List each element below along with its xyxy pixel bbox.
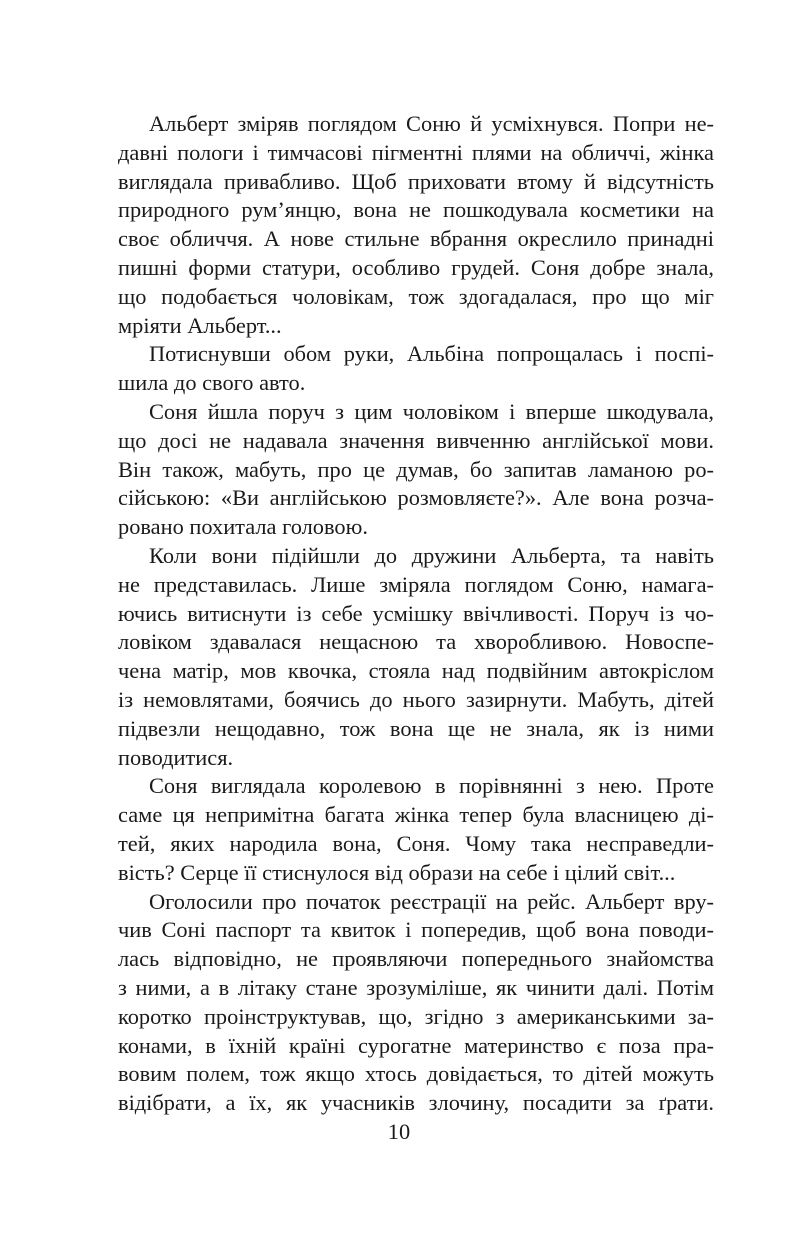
paragraph-4: [118, 542, 714, 772]
text-line: вість? Серце її стиснулося від образи на себе і цілий світ...: [118, 859, 676, 885]
text-line: коротко проінструктував, що, згідно з американськими за-: [118, 1003, 714, 1029]
text-line: з ними, а в літаку стане зрозуміліше, як чинити далі. Потім: [118, 974, 714, 1000]
text-line: ловіком здавалася нещасною та хворобливою. Новоспе-: [118, 629, 714, 655]
text-line: ровано похитала головою.: [118, 514, 368, 540]
text-line: давні пологи і тимчасові пігментні плями на обличчі, жінка: [118, 139, 714, 165]
page-number: 10: [387, 1119, 411, 1144]
text-line: поводитися.: [118, 744, 234, 770]
text-line: чена матір, мов квочка, стояла над подвійним автокріслом: [118, 658, 714, 684]
text-line: природного рум’янцю, вона не пошкодувала косметики на: [118, 197, 714, 223]
text-line: тей, яких народила вона, Соня. Чому така несправедли-: [118, 830, 714, 856]
text-line: що подобається чоловікам, тож здогадалася, про що міг: [118, 283, 714, 309]
text-line: вовим полем, тож якщо хтось довідається, то дітей можуть: [118, 1061, 714, 1087]
text-line: Він також, мабуть, про це думав, бо запитав ламаною ро-: [118, 456, 714, 482]
paragraph-1: [118, 110, 714, 340]
text-line: Соня виглядала королевою в порівнянні з нею. Проте: [149, 773, 714, 799]
text-line: виглядала привабливо. Щоб приховати втому й відсутність: [118, 168, 714, 194]
text-line: відібрати, а їх, як учасників злочину, посадити за ґрати.: [118, 1090, 714, 1116]
text-line: саме ця непримітна багата жінка тепер була власницею ді-: [118, 802, 714, 828]
text-line: мріяти Альберт...: [118, 312, 282, 338]
text-line: лась відповідно, не проявляючи попереднього знайомства: [118, 946, 714, 972]
text-line: підвезли нещодавно, тож вона ще не знала, як із ними: [118, 715, 714, 741]
body-text: [118, 110, 714, 1118]
text-line: сійською: «Ви англійською розмовляєте?». Але вона розча-: [118, 485, 714, 511]
paragraph-6: [118, 888, 714, 1118]
text-line: із немовлятами, боячись до нього зазирнути. Мабуть, дітей: [118, 686, 714, 712]
text-line: своє обличчя. А нове стильне вбрання окреслило принадні: [118, 226, 714, 252]
text-line: конами, в їхній країні сурогатне материнство є поза пра-: [118, 1032, 714, 1058]
text-line: пишні форми статури, особливо грудей. Соня добре знала,: [118, 254, 714, 280]
text-line: Соня йшла поруч з цим чоловіком і вперше шкодувала,: [149, 398, 714, 424]
text-line: що досі не надавала значення вивченню англійської мови.: [118, 427, 714, 453]
text-line: чив Соні паспорт та квиток і попередив, щоб вона поводи-: [118, 917, 714, 943]
text-line: Потиснувши обом руки, Альбіна попрощалась і поспі-: [149, 341, 714, 367]
paragraph-2: [118, 340, 714, 398]
text-line: Оголосили про початок реєстрації на рейс. Альберт вру-: [149, 888, 714, 914]
paragraph-3: [118, 398, 714, 542]
text-line: шила до свого авто.: [118, 370, 306, 396]
text-line: не представилась. Лише зміряла поглядом Соню, намага-: [118, 571, 714, 597]
text-line: Коли вони підійшли до дружини Альберта, та навіть: [149, 542, 714, 568]
text-line: Альберт зміряв поглядом Соню й усміхнувся. Попри не-: [149, 111, 714, 136]
text-line: ючись витиснути із себе усмішку ввічливості. Поруч із чо-: [118, 600, 714, 626]
paragraph-5: [118, 772, 714, 887]
